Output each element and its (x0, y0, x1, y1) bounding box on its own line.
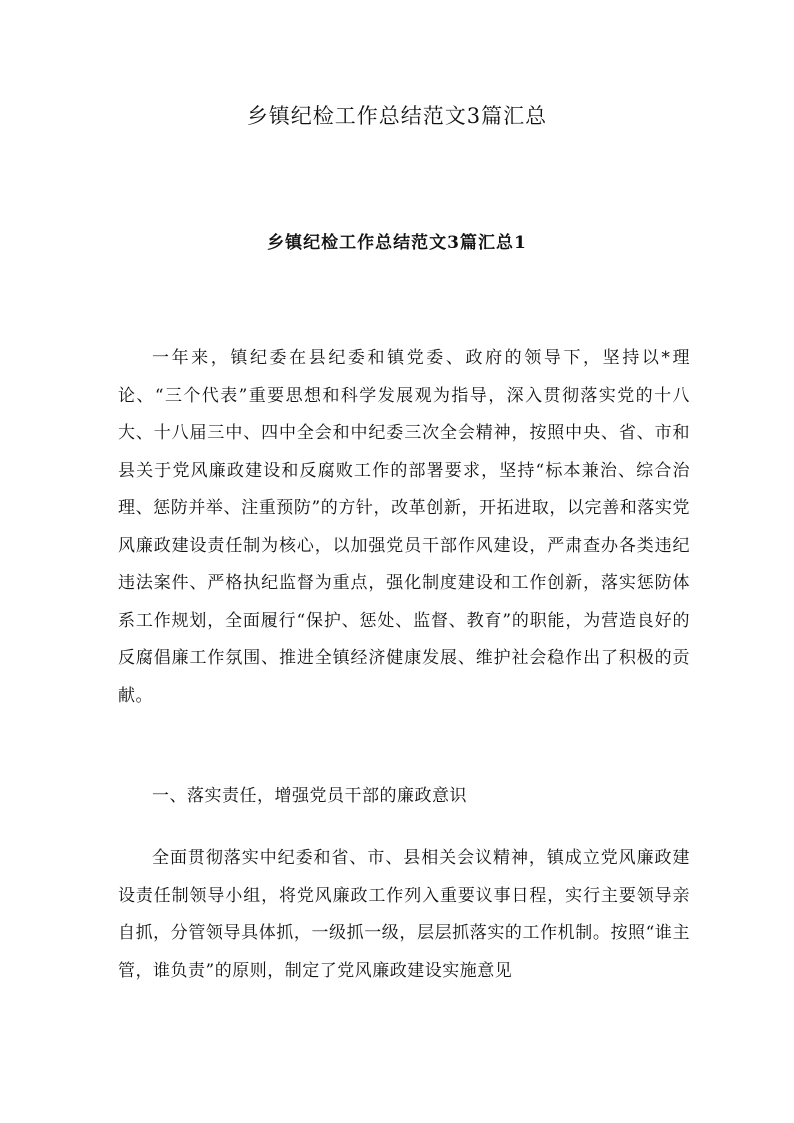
subheading: 一、落实责任，增强党员干部的廉政意识 (152, 786, 467, 806)
body-paragraph: 全面贯彻落实中纪委和省、市、县相关会议精神，镇成立党风廉政建设责任制领导小组，将党风廉政工作列入重要议事日程，实行主要领导亲自抓，分管领导具体抓，一级抓一级，层层抓落实的工作机制。按照“谁主管，谁负责”的原则，制定了党风廉政建设实施意见 (118, 848, 690, 981)
section-title: 乡镇纪检工作总结范文3篇汇总1 (267, 233, 527, 253)
document-title: 乡镇纪检工作总结范文3篇汇总 (246, 104, 548, 128)
body-paragraph: 一年来，镇纪委在县纪委和镇党委、政府的领导下，坚持以*理论、“三个代表”重要思想和科学发展观为指导，深入贯彻落实党的十八大、十八届三中、四中全会和中纪委三次全会精神，按照中央、省、市和县关于党风廉政建设和反腐败工作的部署要求，坚持“标本兼治、综合治理、惩防并举、注重预防”的方针，改革创新，开拓进取，以完善和落实党风廉政建设责任制为核心，以加强党员干部作风建设，严肃查办各类违纪违法案件、严格执纪监督为重点，强化制度建设和工作创新，落实惩防体系工作规划，全面履行“保护、惩处、监督、教育”的职能，为营造良好的反腐倡廉工作氛围、推进全镇经济健康发展、维护社会稳作出了积极的贡献。 (118, 348, 690, 706)
